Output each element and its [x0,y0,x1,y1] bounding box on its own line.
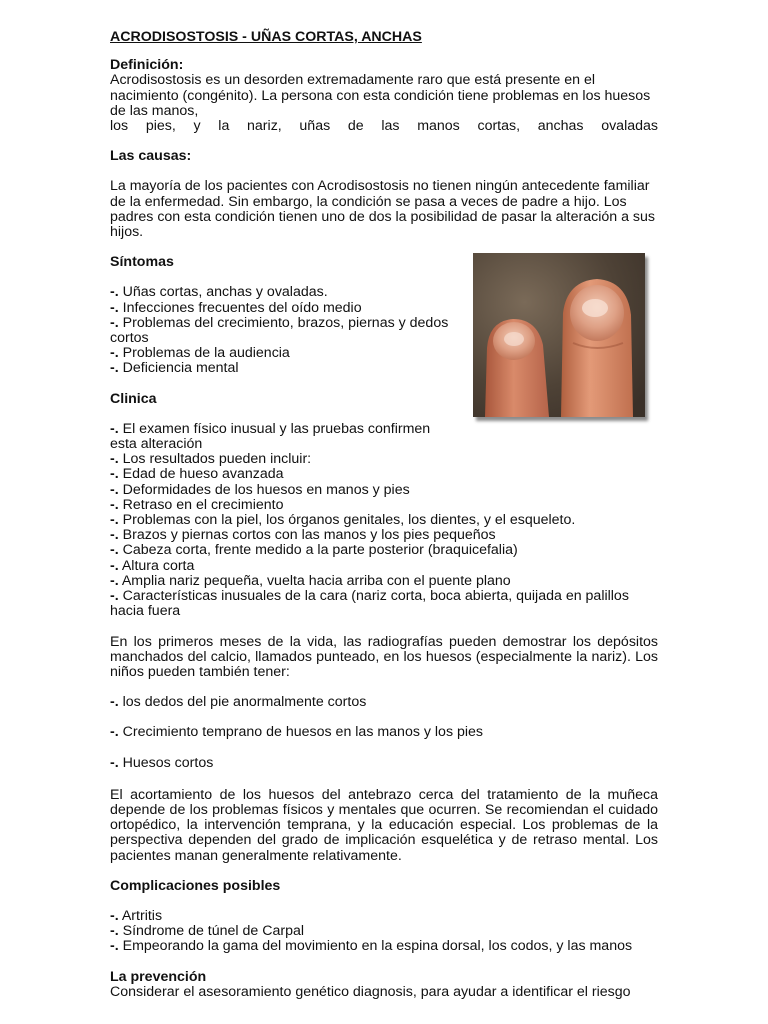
radiografias-paragraph: En los primeros meses de la vida, las radiografías pueden demostrar los depósitos manchados del calcio, llamados punteado, en los huesos (especialmente la nariz). Los niños pueden también tener: [110,633,658,680]
list-item: -. Edad de hueso avanzada [110,466,284,483]
list-item: -. Cabeza corta, frente medido a la parte posterior (braquicefalia) [110,542,518,559]
definicion-text-b: los pies, y la nariz, uñas de las manos cortas, anchas ovaladas [110,118,658,135]
document-title: ACRODISOSTOSIS - UÑAS CORTAS, ANCHAS [110,29,422,45]
list-item: -. Deficiencia mental [110,360,239,377]
list-item: -. los dedos del pie anormalmente cortos [110,694,367,711]
list-item: -. Los resultados pueden incluir: [110,451,312,468]
causas-heading: Las causas: [110,148,192,165]
section-clinica [110,392,658,620]
list-item: -. Deformidades de los huesos en manos y pies [110,481,410,498]
complicaciones-heading: Complicaciones posibles [110,877,281,894]
list-item: -. Uñas cortas, anchas y ovaladas. [110,284,328,301]
section-prevencion [110,970,658,1000]
section-definicion [110,58,658,134]
clinica-heading: Clinica [110,390,157,407]
definicion-heading: Definición: [110,57,184,74]
list-item: -. Crecimiento temprano de huesos en las manos y los pies [110,724,484,741]
list-item: -. Brazos y piernas cortos con las manos y los pies pequeños [110,527,496,544]
list-item: -. Empeorando la gama del movimiento en la espina dorsal, los codos, y las manos [110,938,633,955]
sintomas-heading: Síntomas [110,254,174,271]
causas-text: La mayoría de los pacientes con Acrodisostosis no tienen ningún antecedente familiar de la enfermedad. Sin embargo, la condición se pasa a veces de padre a hijo. Los padres con esta condición tienen uno de dos la posibilidad de pasar la alteración a sus hijos. [110,178,656,241]
list-item: -. El examen físico inusual y las pruebas confirmen esta alteración [110,420,431,453]
fingernails-photo [473,253,645,417]
list-item: -. Artritis [110,907,163,924]
sintomas-list [110,285,455,376]
list-item: -. Amplia nariz pequeña, vuelta hacia arriba con el puente plano [110,572,511,589]
list-item: -. Problemas con la piel, los órganos genitales, los dientes, y el esqueleto. [110,512,576,529]
list-item: -. Altura corta [110,557,195,574]
list-item: -. Síndrome de túnel de Carpal [110,923,305,940]
prevencion-text: Considerar el asesoramiento genético diagnosis, para ayudar a identificar el riesgo [110,983,631,1000]
list-item: -. Retraso en el crecimiento [110,496,284,513]
document-page [110,30,658,1000]
list-item: -. Problemas del crecimiento, brazos, piernas y dedos cortos [110,314,449,347]
fingernails-illustration [473,253,645,417]
list-item: -. Infecciones frecuentes del oído medio [110,299,362,316]
list-item: -. Problemas de la audiencia [110,345,290,362]
section-complicaciones [110,879,658,955]
list-item: -. Huesos cortos [110,754,214,771]
list-item: -. Características inusuales de la cara (nariz corta, boca abierta, quijada en palillos hacia fuera [110,588,629,620]
definicion-text-a: Acrodisostosis es un desorden extremadamente raro que está presente en el nacimiento (congénito). La persona con esta condición tiene problemas en los huesos de las manos, [110,72,651,119]
prevencion-heading: La prevención [110,968,207,985]
acortamiento-paragraph: El acortamiento de los huesos del antebrazo cerca del tratamiento de la muñeca depende de los problemas físicos y mentales que ocurren. Se recomiendan el cuidado ortopédico, la intervención temprana, y la educación especial. Los problemas de la perspectiva dependen del grado de implicación esquelética y de retraso mental. Los pacientes manan generalmente relativamente. [110,786,658,864]
section-causas [110,149,658,240]
